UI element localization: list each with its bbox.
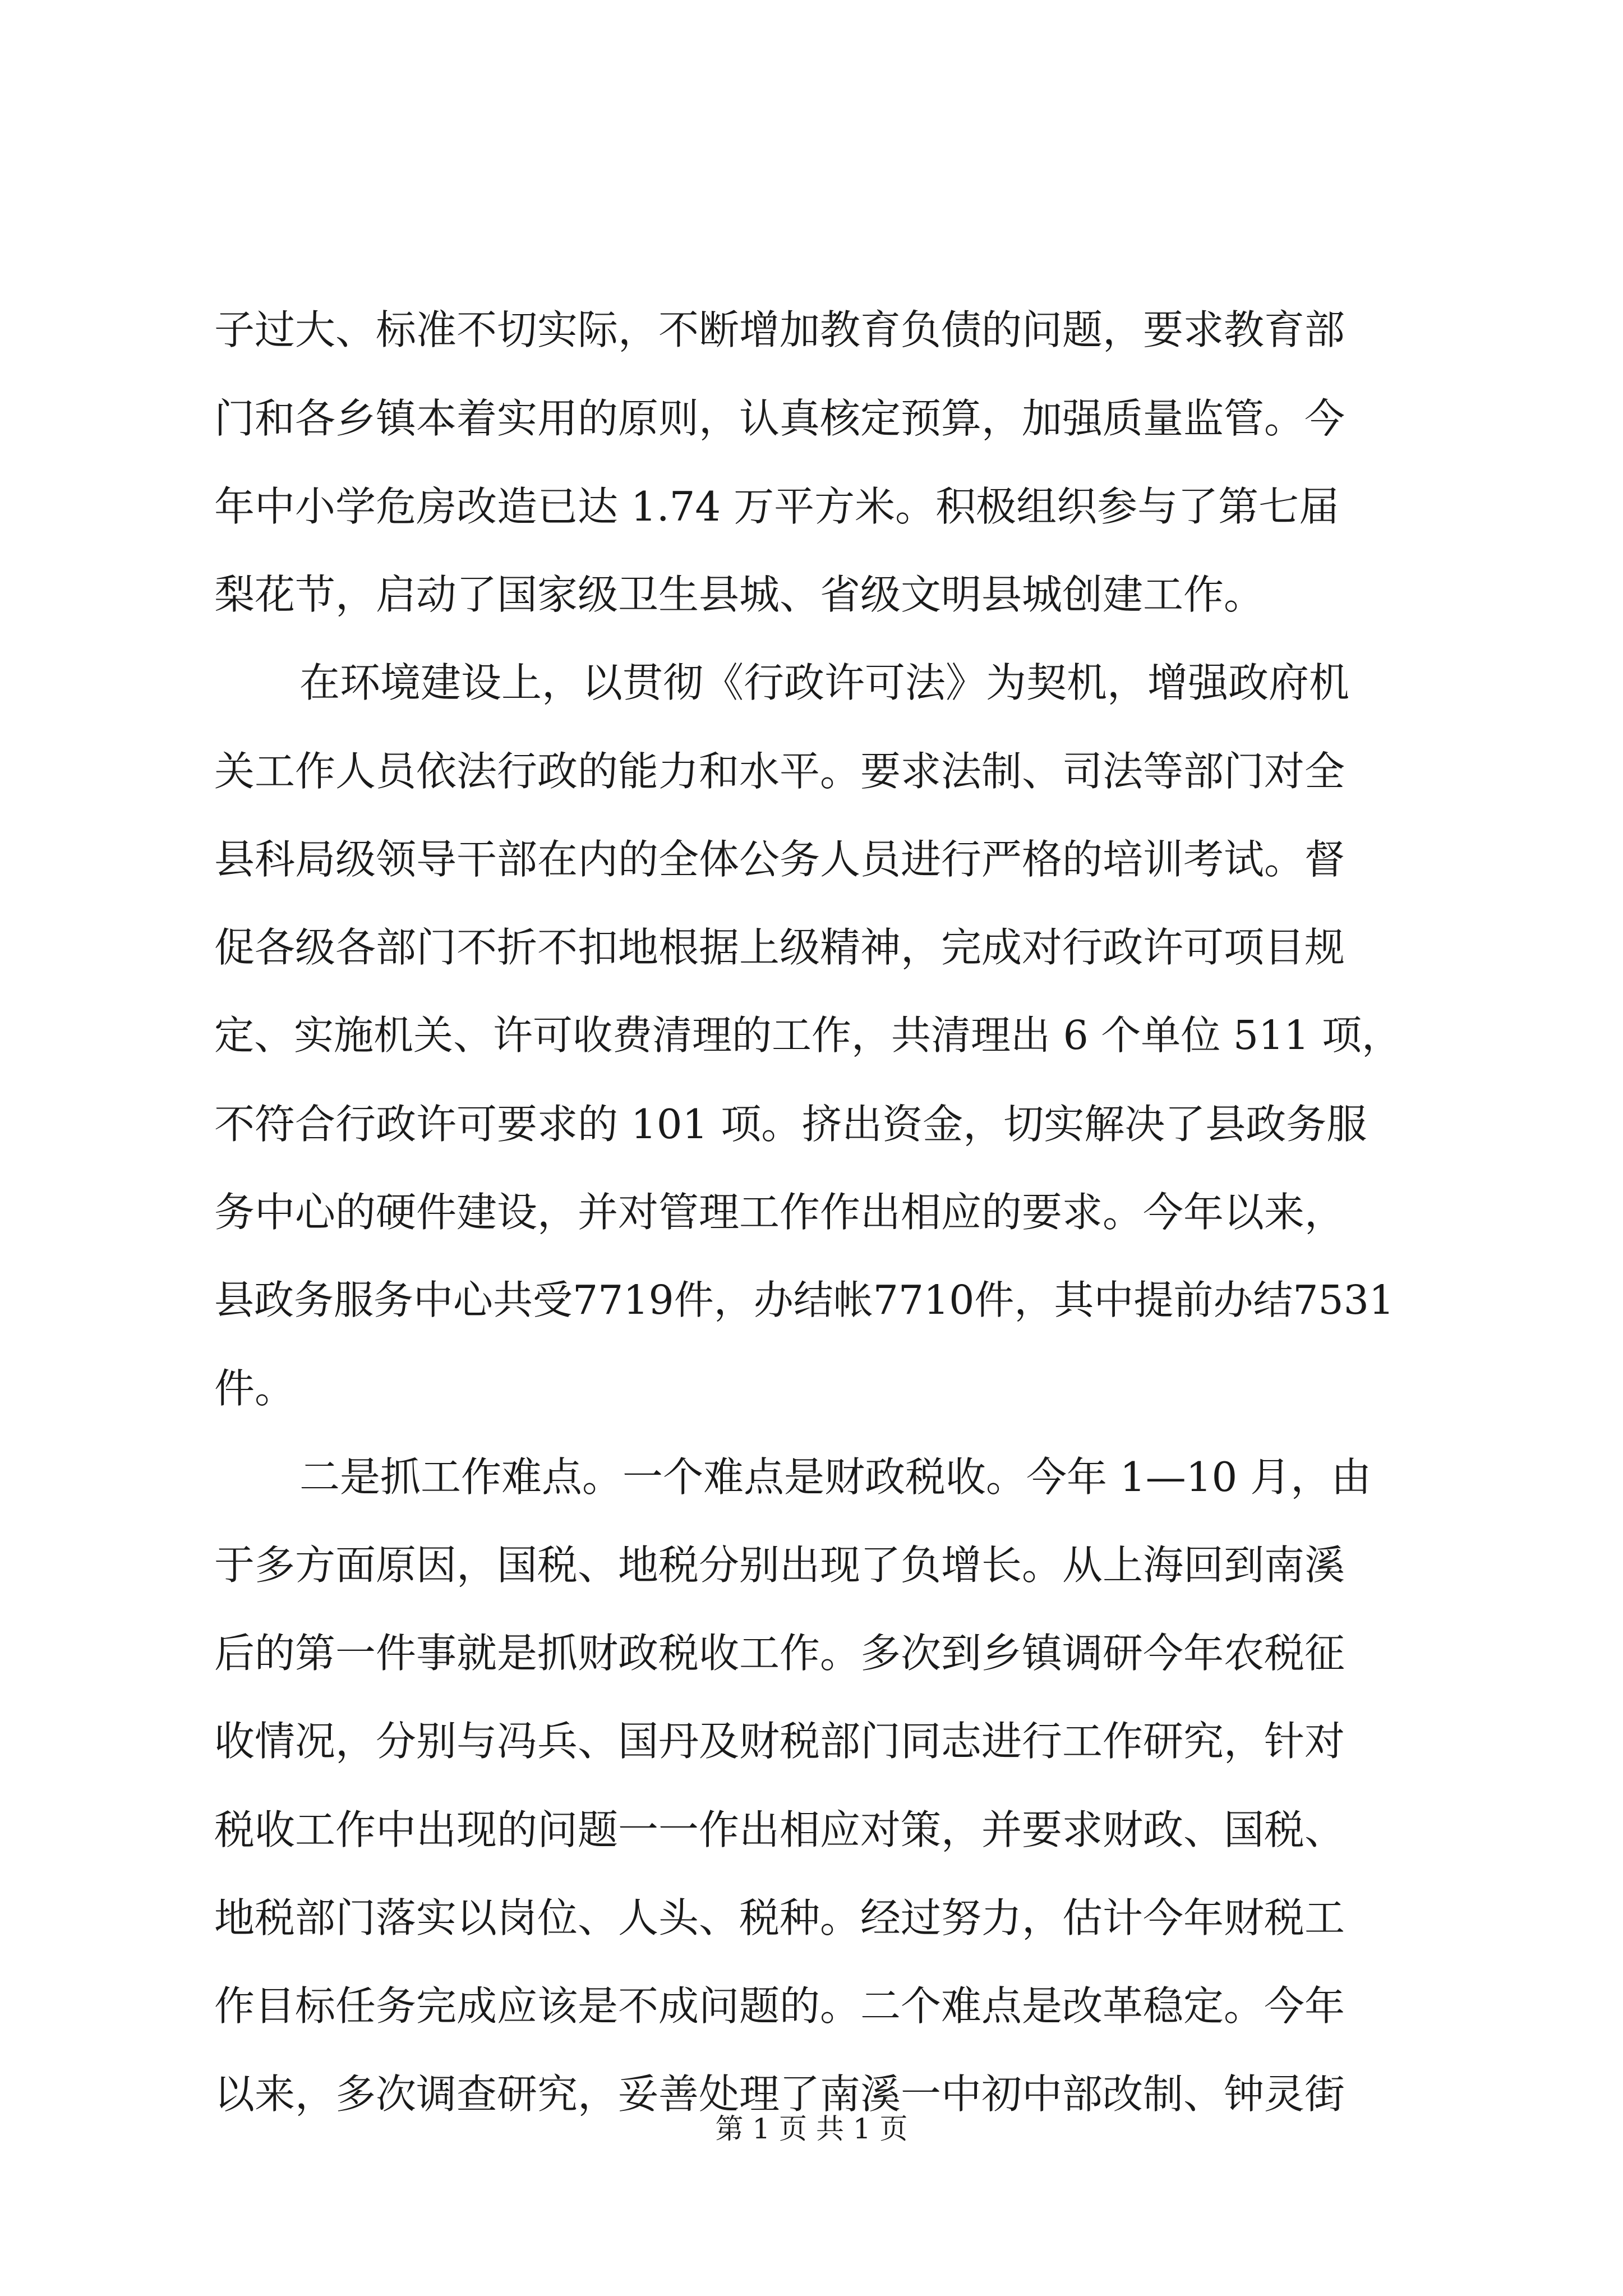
text-line: 务中心的硬件建设，并对管理工作作出相应的要求。今年以来， (214, 1189, 1345, 1236)
text-line: 年中小学危房改造已达 1.74 万平方米。积极组织参与了第七届 (214, 483, 1340, 530)
text-line: 以来，多次调查研究，妥善处理了南溪一中初中部改制、钟灵街 (214, 2070, 1345, 2118)
text-line: 关工作人员依法行政的能力和水平。要求法制、司法等部门对全 (214, 748, 1345, 795)
text-line: 作目标任务完成应该是不成问题的。二个难点是改革稳定。今年 (214, 1982, 1345, 2030)
text-line: 后的第一件事就是抓财政税收工作。多次到乡镇调研今年农税征 (214, 1630, 1345, 1677)
text-line: 县政务服务中心共受7719件，办结帐7710件，其中提前办结7531 (214, 1277, 1395, 1323)
text-line: 促各级各部门不折不扣地根据上级精神，完成对行政许可项目规 (214, 924, 1345, 971)
text-line: 定、实施机关、许可收费清理的工作，共清理出 6 个单位 511 项， (214, 1012, 1401, 1059)
text-line: 梨花节，启动了国家级卫生县城、省级文明县城创建工作。 (214, 571, 1265, 618)
text-line: 门和各乡镇本着实用的原则，认真核定预算，加强质量监管。今 (214, 395, 1345, 442)
paragraph-first-line: 在环境建设上，以贯彻《行政许可法》为契机，增强政府机 (299, 659, 1350, 706)
text-line: 子过大、标准不切实际，不断增加教育负债的问题，要求教育部 (214, 306, 1345, 353)
text-line: 不符合行政许可要求的 101 项。挤出资金，切实解决了县政务服 (214, 1101, 1367, 1148)
text-line: 于多方面原因，国税、地税分别出现了负增长。从上海回到南溪 (214, 1542, 1345, 1589)
text-line: 县科局级领导干部在内的全体公务人员进行严格的培训考试。督 (214, 836, 1345, 883)
text-line: 收情况，分别与冯兵、国丹及财税部门同志进行工作研究，针对 (214, 1718, 1345, 1765)
page-footer: 第 1 页 共 1 页 (715, 2113, 908, 2145)
paragraph-first-line: 二是抓工作难点。一个难点是财政税收。今年 1—10 月，由 (299, 1453, 1372, 1501)
text-line: 地税部门落实以岗位、人头、税种。经过努力，估计今年财税工 (214, 1894, 1345, 1941)
text-line: 税收工作中出现的问题一一作出相应对策，并要求财政、国税、 (214, 1806, 1345, 1853)
text-line: 件。 (214, 1365, 296, 1412)
